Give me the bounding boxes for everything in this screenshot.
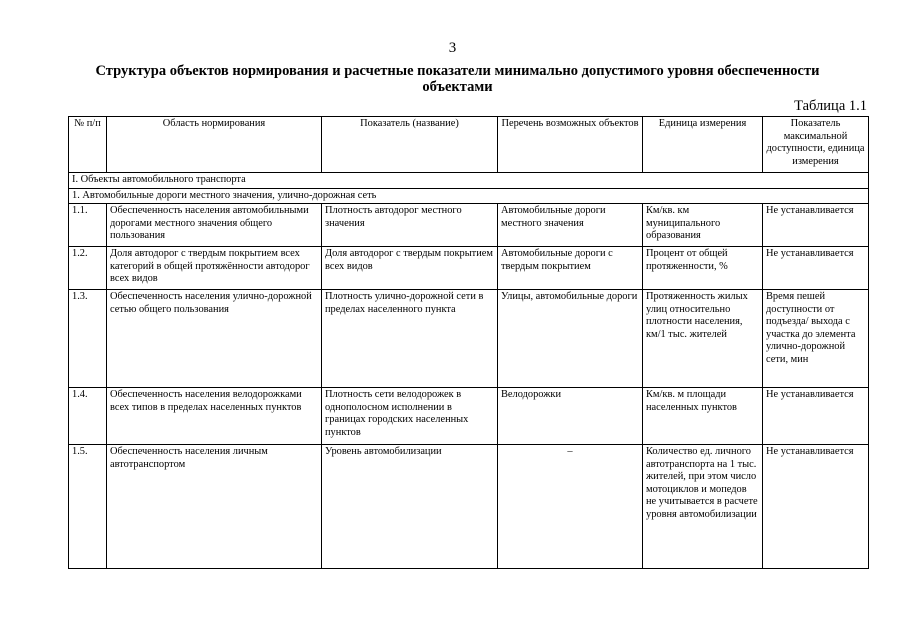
table-row	[69, 290, 869, 388]
header-objects: Перечень возможных объектов	[498, 117, 643, 173]
cell-area: Обеспеченность населения велодорожками всех типов в пределах населенных пунктов	[107, 388, 322, 445]
table-row	[69, 247, 869, 290]
cell-num: 1.5.	[69, 445, 107, 569]
cell-area: Обеспеченность населения личным автотранспортом	[107, 445, 322, 569]
cell-num: 1.4.	[69, 388, 107, 445]
cell-num: 1.1.	[69, 204, 107, 247]
section-title: I. Объекты автомобильного транспорта	[69, 173, 869, 189]
cell-indicator: Плотность сети велодорожек в однополосном исполнении в границах городских населенных пунктов	[322, 388, 498, 445]
cell-access: Не устанавливается	[763, 247, 869, 290]
subsection-title: 1. Автомобильные дороги местного значения, улично-дорожная сеть	[69, 188, 869, 204]
cell-objects: Велодорожки	[498, 388, 643, 445]
cell-unit: Процент от общей протяженности, %	[643, 247, 763, 290]
subsection-row	[69, 188, 869, 204]
cell-access: Не устанавливается	[763, 445, 869, 569]
cell-access: Время пешей доступности от подъезда/ выхода с участка до элемента улично-дорожной сети, мин	[763, 290, 869, 388]
header-access: Показатель максимальной доступности, единица измерения	[763, 117, 869, 173]
section-row	[69, 173, 869, 189]
cell-objects: –	[498, 445, 643, 569]
page-number: 3	[448, 40, 457, 56]
cell-unit: Количество ед. личного автотранспорта на 1 тыс. жителей, при этом число мотоциклов и мопедов не учитывается в расчете уровня автомобилизации	[643, 445, 763, 569]
header-area: Область нормирования	[107, 117, 322, 173]
cell-area: Доля автодорог с твердым покрытием всех категорий в общей протяжённости автодорог всех видов	[107, 247, 322, 290]
cell-area: Обеспеченность населения автомобильными дорогами местного значения общего пользования	[107, 204, 322, 247]
header-indicator: Показатель (название)	[322, 117, 498, 173]
cell-num: 1.2.	[69, 247, 107, 290]
header-unit: Единица измерения	[643, 117, 763, 173]
cell-unit: Км/кв. м площади населенных пунктов	[643, 388, 763, 445]
cell-unit: Протяженность жилых улиц относительно плотности населения, км/1 тыс. жителей	[643, 290, 763, 388]
cell-access: Не устанавливается	[763, 204, 869, 247]
cell-indicator: Доля автодорог с твердым покрытием всех видов	[322, 247, 498, 290]
cell-objects: Автомобильные дороги местного значения	[498, 204, 643, 247]
norm-table	[68, 116, 869, 569]
cell-objects: Автомобильные дороги с твердым покрытием	[498, 247, 643, 290]
cell-indicator: Плотность автодорог местного значения	[322, 204, 498, 247]
table-row	[69, 204, 869, 247]
document-title: Структура объектов нормирования и расчетные показатели минимально допустимого уровня обеспеченности объектами	[95, 63, 820, 95]
cell-num: 1.3.	[69, 290, 107, 388]
table-caption: Таблица 1.1	[794, 98, 867, 114]
cell-access: Не устанавливается	[763, 388, 869, 445]
cell-indicator: Плотность улично-дорожной сети в пределах населенного пункта	[322, 290, 498, 388]
cell-area: Обеспеченность населения улично-дорожной сетью общего пользования	[107, 290, 322, 388]
cell-objects: Улицы, автомобильные дороги	[498, 290, 643, 388]
table-row	[69, 445, 869, 569]
cell-indicator: Уровень автомобилизации	[322, 445, 498, 569]
header-num: № п/п	[69, 117, 107, 173]
table-header-row	[69, 117, 869, 173]
table-row	[69, 388, 869, 445]
cell-unit: Км/кв. км муниципального образования	[643, 204, 763, 247]
